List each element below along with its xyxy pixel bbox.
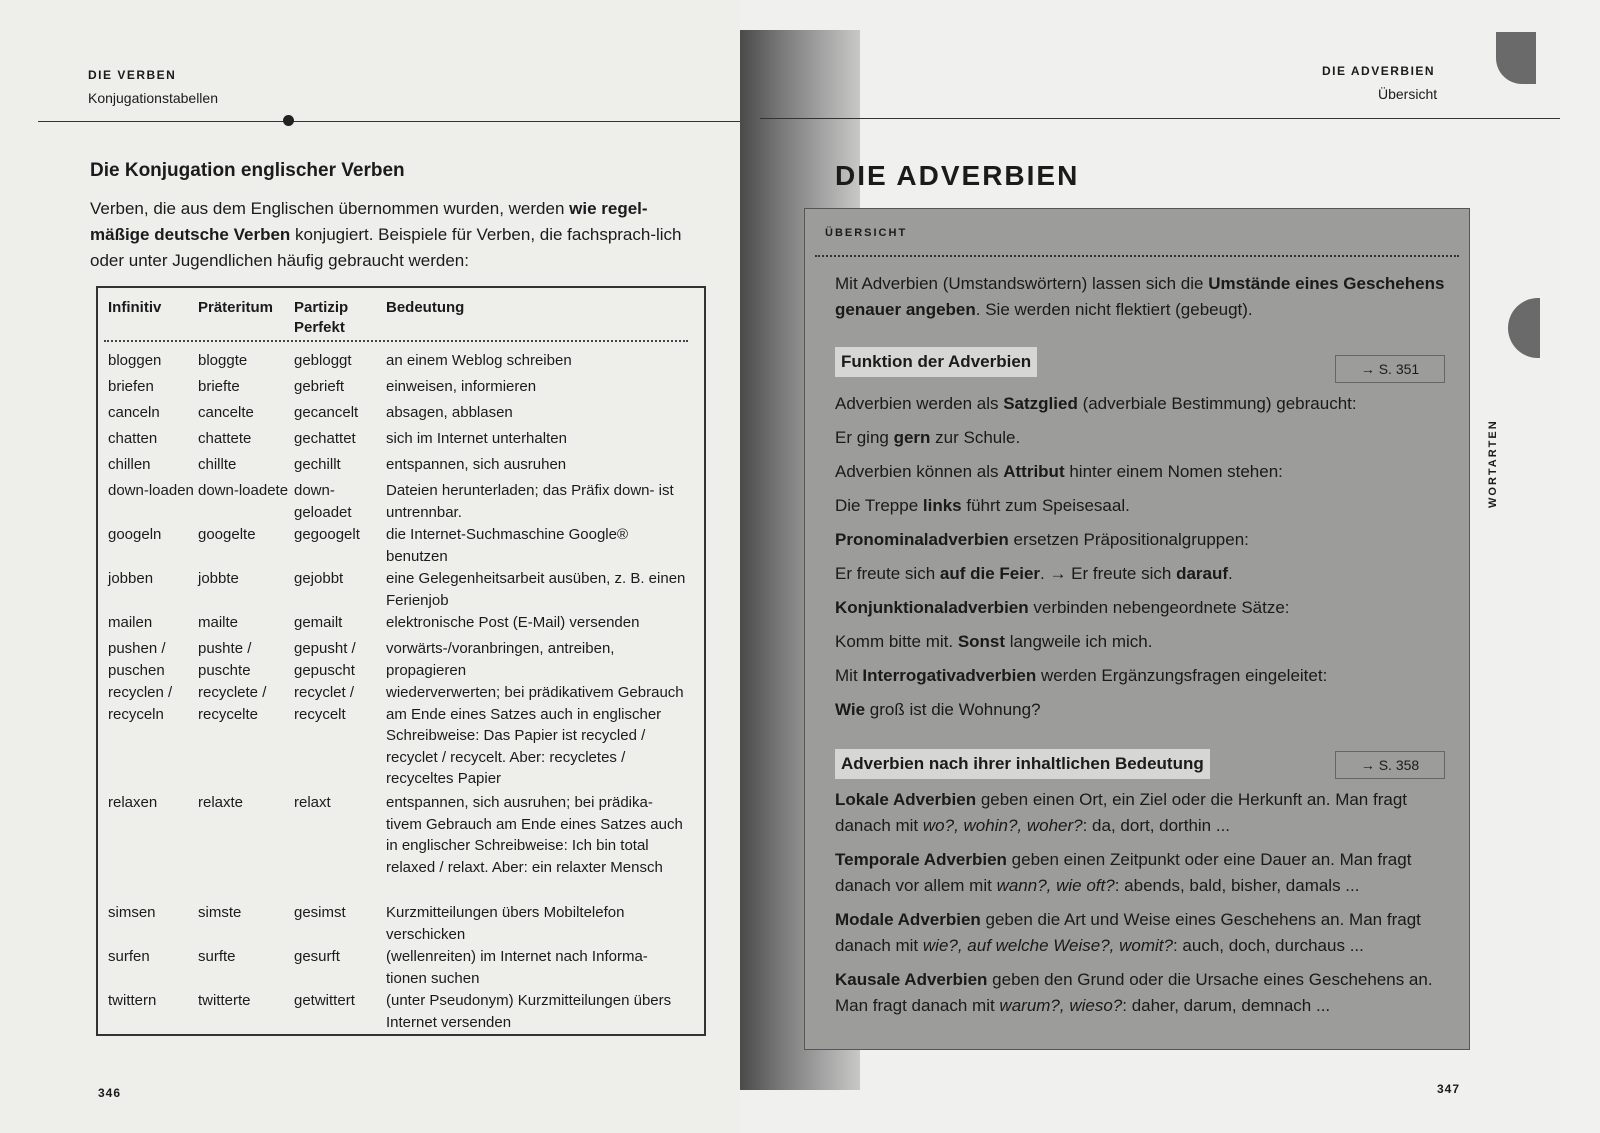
header-rule-right <box>760 118 1560 119</box>
example-line: Er ging gern zur Schule. <box>835 428 1021 447</box>
cell-bedeutung: absagen, abblasen <box>386 404 513 421</box>
cell-infinitiv: twittern <box>108 992 157 1009</box>
cell-partizip: gechillt <box>294 456 341 473</box>
cell-partizip: gebloggt <box>294 352 352 369</box>
cell-infinitiv: briefen <box>108 378 154 395</box>
cell-partizip: getwittert <box>294 992 355 1009</box>
cell-infinitiv: jobben <box>108 570 154 587</box>
cell-partizip: down-geloadet <box>294 482 352 521</box>
cell-praeteritum: briefte <box>198 378 240 395</box>
cell-praeteritum: chillte <box>198 456 237 473</box>
cell-partizip: relaxt <box>294 794 331 811</box>
cell-infinitiv: canceln <box>108 404 160 421</box>
cell-bedeutung: elektronische Post (E-Mail) versenden <box>386 614 640 631</box>
cell-praeteritum: jobbte <box>198 570 239 587</box>
cell-bedeutung: vorwärts-/voranbringen, antreiben, propagieren <box>386 640 615 679</box>
example-line: Mit Interrogativadverbien werden Ergänzungsfragen eingeleitet: <box>835 666 1328 685</box>
cell-praeteritum: pushte / puschte <box>198 640 252 679</box>
box-label: ÜBERSICHT <box>825 227 908 239</box>
cell-partizip: gepusht / gepuscht <box>294 640 356 679</box>
subsection-heading-bedeutung: Adverbien nach ihrer inhaltlichen Bedeutung <box>835 749 1210 779</box>
page-reference: → S. 351 <box>1335 355 1445 383</box>
cell-infinitiv: mailen <box>108 614 153 631</box>
adverb-category: Temporale Adverbien geben einen Zeitpunkt oder eine Dauer an. Man fragt danach vor allem mit wann?, wie oft?: abends, bald, bisher, damals ... <box>835 850 1412 895</box>
cell-partizip: gesurft <box>294 948 340 965</box>
header-rule-marker <box>283 115 294 126</box>
cell-praeteritum: twitterte <box>198 992 251 1009</box>
cell-bedeutung: sich im Internet unterhalten <box>386 430 567 447</box>
cell-infinitiv: surfen <box>108 948 150 965</box>
example-line: Wie groß ist die Wohnung? <box>835 700 1041 719</box>
cell-partizip: gebrieft <box>294 378 345 395</box>
cell-infinitiv: chatten <box>108 430 158 447</box>
cell-partizip: gegoogelt <box>294 526 360 543</box>
cell-bedeutung: (wellenreiten) im Internet nach Informa-tionen suchen <box>386 948 648 987</box>
running-head-section-right: DIE ADVERBIEN <box>1322 64 1436 78</box>
side-tab-label: WORTARTEN <box>1487 419 1499 508</box>
adverb-category: Lokale Adverbien geben einen Ort, ein Ziel oder die Herkunft an. Man fragt danach mit wo?, wohin?, woher?: da, dort, dorthin ... <box>835 790 1408 835</box>
example-line: Adverbien können als Attribut hinter einem Nomen stehen: <box>835 462 1283 481</box>
cell-infinitiv: relaxen <box>108 794 158 811</box>
running-head-subtitle: Konjugationstabellen <box>88 90 218 106</box>
cell-praeteritum: googelte <box>198 526 256 543</box>
cell-praeteritum: bloggte <box>198 352 248 369</box>
table-header-separator <box>104 340 688 342</box>
cell-bedeutung: (unter Pseudonym) Kurzmitteilungen übers Internet versenden <box>386 992 672 1031</box>
adverb-category: Modale Adverbien geben die Art und Weise eines Geschehens an. Man fragt danach mit wie?, auf welche Weise?, womit?: auch, doch, durchaus ... <box>835 910 1421 955</box>
column-header-partizip: Partizip Perfekt <box>294 299 349 336</box>
example-line: Adverbien werden als Satzglied (adverbiale Bestimmung) gebraucht: <box>835 394 1357 413</box>
running-head-section: DIE VERBEN <box>88 68 177 82</box>
example-line: Komm bitte mit. Sonst langweile ich mich. <box>835 632 1153 651</box>
page-reference: → S. 358 <box>1335 751 1445 779</box>
cell-praeteritum: simste <box>198 904 242 921</box>
cell-infinitiv: chillen <box>108 456 151 473</box>
box-separator <box>815 255 1459 257</box>
section-heading: Die Konjugation englischer Verben <box>90 160 405 181</box>
subsection-heading-funktion: Funktion der Adverbien <box>835 347 1037 377</box>
cell-praeteritum: mailte <box>198 614 239 631</box>
cell-bedeutung: entspannen, sich ausruhen; bei prädika-tivem Gebrauch am Ende eines Satzes auch in englischer Schreibweise: Ich bin total relaxed / relaxt. Aber: ein relaxter Mensch <box>386 794 683 876</box>
cell-praeteritum: surfte <box>198 948 236 965</box>
cell-partizip: recyclet / recycelt <box>294 684 355 723</box>
cell-infinitiv: googeln <box>108 526 162 543</box>
cell-partizip: gemailt <box>294 614 343 631</box>
running-head-subtitle-right: Übersicht <box>1378 86 1438 102</box>
intro-paragraph: Verben, die aus dem Englischen übernommen wurden, werden wie regel-mäßige deutsche Verben konjugiert. Beispiele für Verben, die fachsprach-lich oder unter Jugendlichen häufig gebraucht werden: <box>90 199 682 270</box>
column-header-infinitiv: Infinitiv <box>108 299 162 316</box>
cell-bedeutung: wiederverwerten; bei prädikativem Gebrauch am Ende eines Satzes auch in englischer Schreibweise: Das Papier ist recycled / recyclet / recycelt. Aber: recycletes / recyceltes Papier <box>386 684 684 787</box>
cell-partizip: gejobbt <box>294 570 344 587</box>
cell-bedeutung: Kurzmitteilungen übers Mobiltelefon verschicken <box>386 904 625 943</box>
cell-praeteritum: chattete <box>198 430 252 447</box>
cell-bedeutung: an einem Weblog schreiben <box>386 352 572 369</box>
overview-box <box>804 208 1470 1050</box>
header-rule <box>38 121 758 122</box>
cell-partizip: gechattet <box>294 430 356 447</box>
cell-bedeutung: eine Gelegenheitsarbeit ausüben, z. B. einen Ferienjob <box>386 570 686 609</box>
overview-intro: Mit Adverbien (Umstandswörtern) lassen sich die Umstände eines Geschehens genauer angeben. Sie werden nicht flektiert (gebeugt). <box>835 274 1445 319</box>
cell-partizip: gecancelt <box>294 404 359 421</box>
example-line: Er freute sich auf die Feier. → Er freute sich darauf. <box>835 564 1233 583</box>
cell-infinitiv: simsen <box>108 904 156 921</box>
cell-partizip: gesimst <box>294 904 346 921</box>
cell-infinitiv: pushen / puschen <box>108 640 166 679</box>
cell-praeteritum: cancelte <box>198 404 254 421</box>
cell-infinitiv: down-loaden <box>108 482 194 499</box>
cell-praeteritum: recyclete / recycelte <box>198 684 267 723</box>
cell-infinitiv: recyclen / recyceln <box>108 684 173 723</box>
cell-infinitiv: bloggen <box>108 352 162 369</box>
cell-praeteritum: relaxte <box>198 794 244 811</box>
cell-bedeutung: die Internet-Suchmaschine Google® benutzen <box>386 526 629 565</box>
cell-bedeutung: Dateien herunterladen; das Präfix down- ist untrennbar. <box>386 482 674 521</box>
conjugation-table <box>96 286 706 1036</box>
adverb-category: Kausale Adverbien geben den Grund oder die Ursache eines Geschehens an. Man fragt danach mit warum?, wieso?: daher, darum, demnach ... <box>835 970 1433 1015</box>
cell-bedeutung: entspannen, sich ausruhen <box>386 456 567 473</box>
example-line: Die Treppe links führt zum Speisesaal. <box>835 496 1130 515</box>
example-line: Pronominaladverbien ersetzen Präpositionalgruppen: <box>835 530 1249 549</box>
page-number-right: 347 <box>1437 1082 1461 1096</box>
example-line: Konjunktionaladverbien verbinden nebengeordnete Sätze: <box>835 598 1290 617</box>
column-header-bedeutung: Bedeutung <box>386 299 465 316</box>
cell-praeteritum: down-loadete <box>198 482 289 499</box>
column-header-praeteritum: Präteritum <box>198 299 274 316</box>
page-number-left: 346 <box>98 1086 122 1100</box>
cell-bedeutung: einweisen, informieren <box>386 378 537 395</box>
chapter-title: DIE ADVERBIEN <box>835 160 1080 191</box>
